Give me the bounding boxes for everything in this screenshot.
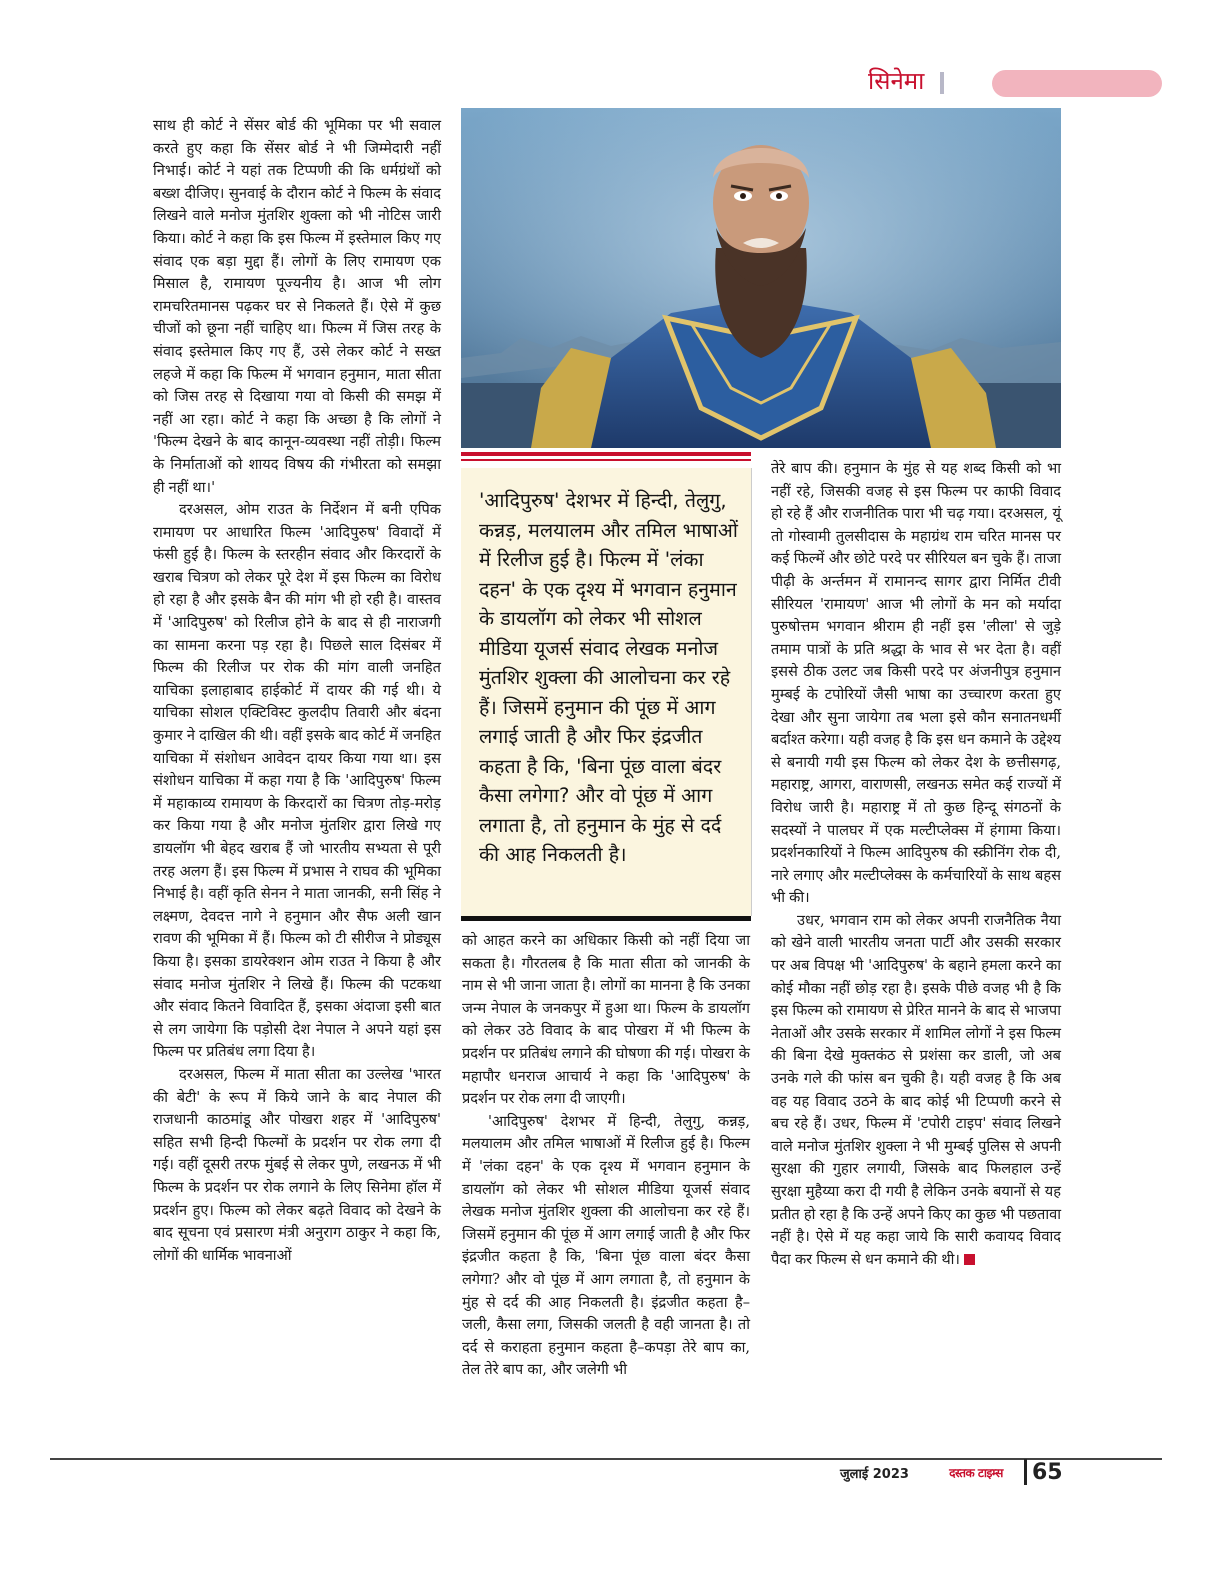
- paragraph-last: [771, 910, 1061, 1272]
- pullquote-box: [461, 468, 752, 916]
- article-column-1: [153, 115, 441, 1445]
- paragraph-text: उधर, भगवान राम को लेकर अपनी राजनैतिक नैया को खेने वाली भारतीय जनता पार्टी और उसकी सरकार पर अब विपक्ष भी 'आदिपुरुष' के बहाने हमला करने का कोई मौका नहीं छोड़ रहा है। इसके पीछे वजह भी है कि इस फिल्म को रामायण से प्रेरित मानने के बाद से भाजपा नेताओं और उसके सरकार में शामिल लोगों ने इस फिल्म की बिना देखे मुक्तकंठ से प्रशंसा कर डाली, जो अब उनके गले की फांस बन चुकी है। यही वजह है कि अब वह यह विवाद उठने के बाद कोई भी टिप्पणी करने से बच रहे हैं। उधर, फिल्म में 'टपोरी टाइप' संवाद लिखने वाले मनोज मुंतशिर शुक्ला ने भी मुम्बई पुलिस से अपनी सुरक्षा की गुहार लगायी, जिसके बाद फिलहाल उन्हें सुरक्षा मुहैय्या करा दी गयी है लेकिन उनके बयानों से यह प्रतीत हो रहा है कि उन्हें अपने किए का कुछ भी पछतावा नहीं है। ऐसे में यह कहा जाये कि सारी कवायद विवाद पैदा कर फिल्म से धन कमाने की थी।: [771, 911, 1061, 1268]
- pullquote-text: 'आदिपुरुष' देशभर में हिन्दी, तेलुगु, कन्नड़, मलयालम और तमिल भाषाओं में रिलीज हुई है। फिल्म में 'लंका दहन' के एक दृश्य में भगवान हनुमान के डायलॉग को लेकर भी सोशल मीडिया यूजर्स संवाद लेखक मनोज मुंतशिर शुक्ला की आलोचना कर रहे हैं। जिसमें हनुमान की पूंछ में आग लगाई जाती है और फिर इंद्रजीत कहता है कि, 'बिना पूंछ वाला बंदर कैसा लगेगा? और वो पूंछ में आग लगाता है, तो हनुमान के मुंह से दर्द की आह निकलती है।: [479, 489, 738, 866]
- magazine-logo: दस्तक टाइम्स: [949, 1465, 1003, 1480]
- paragraph: 'आदिपुरुष' देशभर में हिन्दी, तेलुगु, कन्नड़, मलयालम और तमिल भाषाओं में रिलीज हुई है। फिल्म में 'लंका दहन' के एक दृश्य में भगवान हनुमान के डायलॉग को लेकर भी सोशल मीडिया यूजर्स संवाद लेखक मनोज मुंतशिर शुक्ला की आलोचना कर रहे हैं। जिसमें हनुमान की पूंछ में आग लगाई जाती है और फिर इंद्रजीत कहता है कि, 'बिना पूंछ वाला बंदर कैसा लगेगा? और वो पूंछ में आग लगाता है, तो हनुमान के मुंह से दर्द की आह निकलती है। इंद्रजीत कहता है–जली, कैसा लगा, जिसकी जलती है वही जानता है। तो दर्द से कराहता हनुमान कहता है–कपड़ा तेरे बाप का, तेल तेरे बाप का, और जलेगी भी: [462, 1112, 750, 1379]
- paragraph: साथ ही कोर्ट ने सेंसर बोर्ड की भूमिका पर भी सवाल करते हुए कहा कि सेंसर बोर्ड ने भी जिम्मेदारी नहीं निभाई। कोर्ट ने यहां तक टिप्पणी की कि धर्मग्रंथों को बख्श दीजिए। सुनवाई के दौरान कोर्ट ने फिल्म के संवाद लिखने वाले मनोज मुंतशिर शुक्ला को भी नोटिस जारी किया। कोर्ट ने कहा कि इस फिल्म में इस्तेमाल किए गए संवाद एक बड़ा मुद्दा हैं। लोगों के लिए रामायण एक मिसाल है, रामायण पूज्यनीय है। आज भी लोग रामचरितमानस पढ़कर घर से निकलते हैं। ऐसे में कुछ चीजों को छूना नहीं चाहिए था। फिल्म में जिस तरह के संवाद इस्तेमाल किए गए हैं, उसे लेकर कोर्ट ने सख्त लहजे में कहा कि फिल्म में भगवान हनुमान, माता सीता को जिस तरह से दिखाया गया वो किसी की समझ में नहीं आ रहा। कोर्ट ने कहा कि अच्छा है कि लोगों ने 'फिल्म देखने के बाद कानून-व्यवस्था नहीं तोड़ी। फिल्म के निर्माताओं को शायद विषय की गंभीरता को समझा ही नहीं था।': [153, 117, 441, 496]
- article-end-mark-icon: [964, 1254, 975, 1265]
- section-pill-decoration: [992, 70, 1162, 97]
- paragraph: दरअसल, फिल्म में माता सीता का उल्लेख 'भारत की बेटी' के रूप में किये जाने के बाद नेपाल की राजधानी काठमांडू और पोखरा शहर में 'आदिपुरुष' सहित सभी हिन्दी फिल्मों के प्रदर्शन पर रोक लगा दी गई। वहीं दूसरी तरफ मुंबई से लेकर पुणे, लखनऊ में भी फिल्म के प्रदर्शन पर रोक लगाने के लिए सिनेमा हॉल में प्रदर्शन हुए। फिल्म को लेकर बढ़ते विवाद को देखने के बाद सूचना एवं प्रसारण मंत्री अनुराग ठाकुर ने कहा कि, लोगों की धार्मिक भावनाओं: [153, 1065, 441, 1264]
- article-column-2: [462, 930, 750, 1445]
- footer-rule: [50, 1458, 1162, 1460]
- page-number: 65: [1032, 1460, 1063, 1485]
- footer-separator: [1024, 1459, 1027, 1485]
- issue-date: जुलाई 2023: [840, 1467, 909, 1482]
- article-column-3: [771, 458, 1061, 1443]
- section-title: सिनेमा: [868, 67, 925, 95]
- section-divider: [940, 72, 944, 94]
- paragraph: को आहत करने का अधिकार किसी को नहीं दिया जा सकता है। गौरतलब है कि माता सीता को जानकी के नाम से भी जाना जाता है। लोगों का मानना है कि उनका जन्म नेपाल के जनकपुर में हुआ था। फिल्म के डायलॉग को लेकर उठे विवाद के बाद पोखरा में भी फिल्म के प्रदर्शन पर प्रतिबंध लगाने की घोषणा की गई। पोखरा के महापौर धनराज आचार्य ने कहा कि 'आदिपुरुष' के प्रदर्शन पर रोक लगा दी जाएगी।: [462, 932, 750, 1108]
- paragraph: दरअसल, ओम राउत के निर्देशन में बनी एपिक रामायण पर आधारित फिल्म 'आदिपुरुष' विवादों में फंसी हुई है। फिल्म के स्तरहीन संवाद और किरदारों के खराब चित्रण को लेकर पूरे देश में इस फिल्म का विरोध हो रहा है और इसके बैन की मांग भी हो रही है। वास्तव में 'आदिपुरुष' को रिलीज होने के बाद से ही नाराजगी का सामना करना पड़ रहा है। पिछले साल दिसंबर में फिल्म की रिलीज पर रोक की मांग वाली जनहित याचिका इलाहाबाद हाईकोर्ट में दायर की गई थी। ये याचिका सोशल एक्टिविस्ट कुलदीप तिवारी और बंदना कुमार ने दाखिल की थी। वहीं इसके बाद कोर्ट में जनहित याचिका में संशोधन आवेदन दायर किया गया था। इस संशोधन याचिका में कहा गया है कि 'आदिपुरुष' फिल्म में महाकाव्य रामायण के किरदारों का चित्रण तोड़-मरोड़ कर किया गया है और मनोज मुंतशिर द्वारा लिखे गए डायलॉग भी बेहद खराब हैं जो भारतीय सभ्यता से पूरी तरह अलग हैं। इस फिल्म में प्रभास ने राघव की भूमिका निभाई है। वहीं कृति सेनन ने माता जानकी, सनी सिंह ने लक्ष्मण, देवदत्त नागे ने हनुमान और सैफ अली खान रावण की भूमिका में हैं। फिल्म को टी सीरीज ने प्रोड्यूस किया है। इसका डायरेक्शन ओम राउत ने किया है और संवाद मनोज मुंतशिर ने लिखे हैं। फिल्म की पटकथा और संवाद कितने विवादित हैं, इसका अंदाजा इसी बात से लग जायेगा कि पड़ोसी देश नेपाल ने अपने यहां इस फिल्म पर प्रतिबंध लगा दिया है।: [153, 501, 441, 1061]
- pullquote-top-rule: [461, 452, 751, 461]
- film-still-photo: [461, 108, 1061, 448]
- pullquote-bottom-rule: [461, 916, 751, 921]
- paragraph: तेरे बाप की। हनुमान के मुंह से यह शब्द किसी को भा नहीं रहे, जिसकी वजह से इस फिल्म पर काफी विवाद हो रहे हैं और राजनीतिक पारा भी चढ़ गया। दरअसल, यूं तो गोस्वामी तुलसीदास के महाग्रंथ राम चरित मानस पर कई फिल्में और छोटे परदे पर सीरियल बन चुके हैं। ताजा पीढ़ी के अर्न्तमन में रामानन्द सागर द्वारा निर्मित टीवी सीरियल 'रामायण' आज भी लोगों के मन को मर्यादा पुरुषोत्तम भगवान श्रीराम ही नहीं इस 'लीला' से जुड़े तमाम पात्रों के प्रति श्रद्धा के भाव से भर देता है। वहीं इससे ठीक उलट जब किसी परदे पर अंजनीपुत्र हनुमान मुम्बई के टपोरियों जैसी भाषा का उच्चारण करता हुए देखा और सुना जायेगा तब भला इसे कौन सनातनधर्मी बर्दाश्त करेगा। यही वजह है कि इस धन कमाने के उद्देश्य से बनायी गयी इस फिल्म को लेकर देश के छत्तीसगढ़, महाराष्ट्र, आगरा, वाराणसी, लखनऊ समेत कई राज्यों में विरोध जारी है। महाराष्ट्र में तो कुछ हिन्दू संगठनों के सदस्यों ने पालघर में एक मल्टीप्लेक्स में हंगामा किया। प्रदर्शनकारियों ने फिल्म आदिपुरुष की स्क्रीनिंग रोक दी, नारे लगाए और मल्टीप्लेक्स के कर्मचारियों के साथ बहस भी की।: [771, 460, 1061, 907]
